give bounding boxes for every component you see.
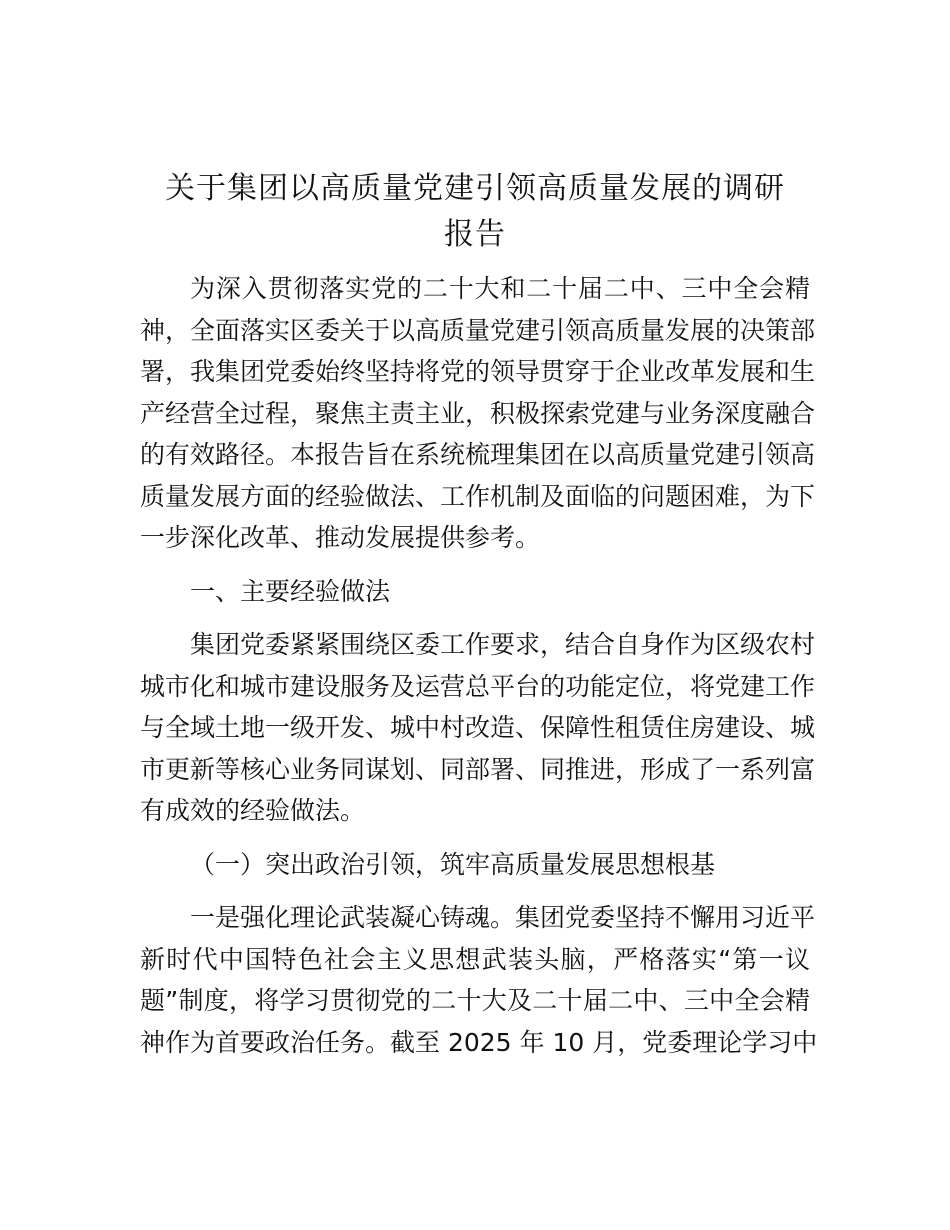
- text-line: 质量发展方面的经验做法、工作机制及面临的问题困难，为下: [140, 481, 816, 511]
- text-line: 一步深化改革、推动发展提供参考。: [140, 523, 541, 552]
- text-line: 神，全面落实区委关于以高质量党建引领高质量发展的决策部: [140, 315, 816, 345]
- text-line: 与全域土地一级开发、城中村改造、保障性租赁住房建设、城: [140, 713, 816, 742]
- text-line: 的有效路径。本报告旨在系统梳理集团在以高质量党建引领高: [140, 440, 816, 469]
- text-line: 市更新等核心业务同谋划、同部署、同推进，形成了一系列富: [140, 754, 816, 784]
- text-line: 为深入贯彻落实党的二十大和二十届二中、三中全会精: [190, 274, 810, 303]
- paragraph-intro: [140, 268, 816, 559]
- text-line: 署，我集团党委始终坚持将党的领导贯穿于企业改革发展和生: [140, 357, 816, 386]
- text-line: 一是强化理论武装凝心铸魂。集团党委坚持不懈用习近平: [190, 903, 816, 932]
- text-line: 有成效的经验做法。: [140, 796, 366, 825]
- section-heading-1: [140, 571, 810, 613]
- text-line: 新时代中国特色社会主义思想武装头脑，严格落实“第一议: [140, 944, 810, 974]
- paragraph-subsection-1: [140, 897, 818, 1063]
- text-line: 集团党委紧紧围绕区委工作要求，结合自身作为区级农村: [190, 630, 816, 659]
- document-title: [140, 166, 810, 258]
- document-body: [140, 268, 818, 1075]
- paragraph-section-1: [140, 624, 816, 832]
- subsection-heading-1: [140, 844, 810, 886]
- text-line: 一、主要经验做法: [190, 576, 391, 606]
- text-line: 题”制度，将学习贯彻党的二十大及二十届二中、三中全会精: [140, 986, 810, 1015]
- text-line: 城市化和城市建设服务及运营总平台的功能定位，将党建工作: [140, 671, 816, 701]
- text-line: （一）突出政治引领，筑牢高质量发展思想根基: [190, 849, 716, 879]
- title-line-2: 报告: [444, 217, 506, 252]
- title-line-1: 关于集团以高质量党建引领高质量发展的调研: [165, 171, 785, 206]
- text-line: 产经营全过程，聚焦主责主业，积极探索党建与业务深度融合: [140, 398, 816, 428]
- text-line: 神作为首要政治任务。截至 2025 年 10 月，党委理论学习中: [140, 1027, 818, 1057]
